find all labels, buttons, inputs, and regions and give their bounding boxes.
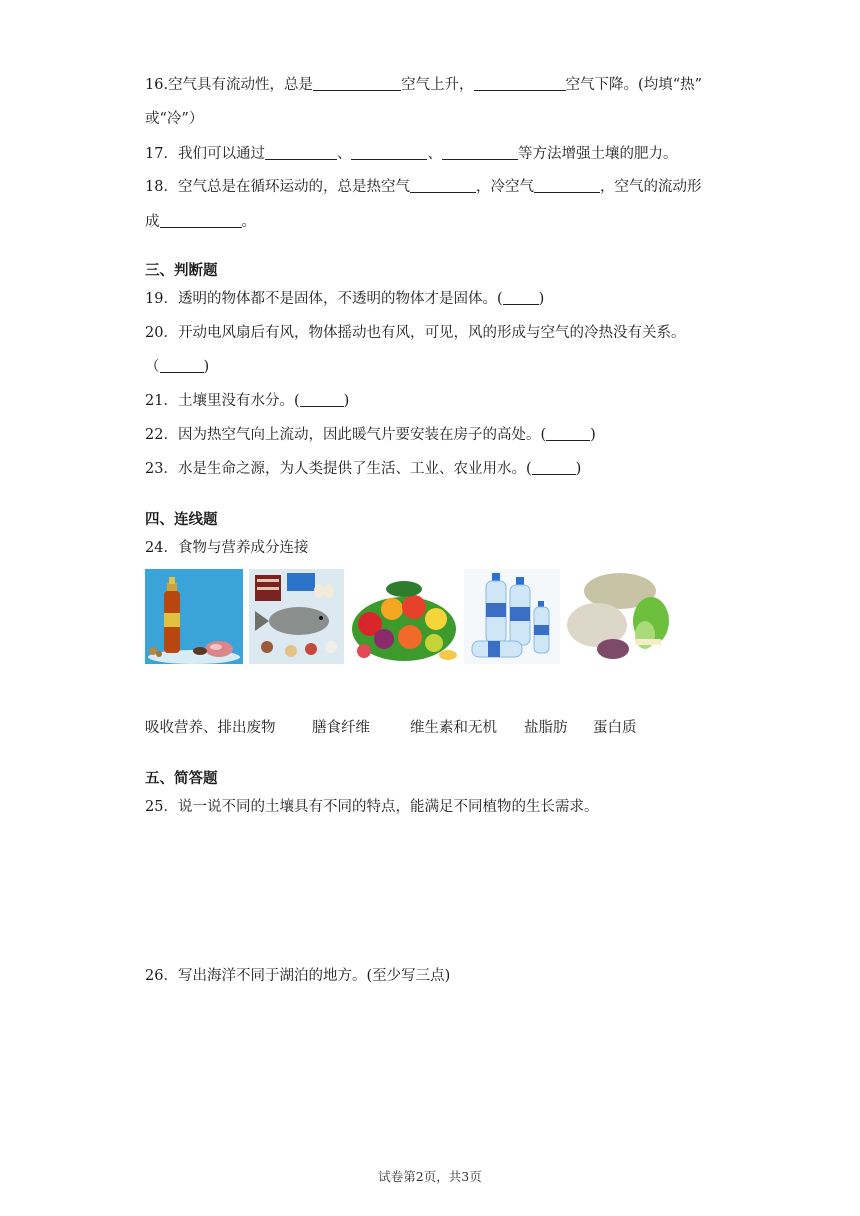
question-25: [145, 795, 598, 816]
question-18: [145, 175, 701, 196]
grains-fiber-illustration: [565, 569, 675, 664]
question-23: [145, 457, 581, 478]
q17-text-a: 我们可以通过: [177, 146, 265, 162]
q18-number: 18．: [145, 179, 178, 195]
q20-number: 20．: [145, 325, 178, 341]
image-fats-oils[interactable]: [145, 569, 243, 664]
q23-text: 水是生命之源，为人类提供了生活、工业、农业用水。(: [177, 461, 532, 477]
q16-continuation: 或“冷”）: [145, 111, 204, 127]
q18-cont-text: 成: [145, 214, 160, 230]
question-21: [145, 389, 349, 410]
option-salt-fat[interactable]: 盐脂肪: [524, 720, 568, 736]
q16-number: 16.: [145, 77, 169, 93]
q17-number: 17．: [145, 146, 178, 162]
q18-end: 。: [241, 214, 256, 230]
q21-close: ): [343, 393, 350, 409]
q16-text-a: 空气具有流动性，总是: [168, 77, 314, 93]
q18-blank-1[interactable]: [410, 178, 476, 193]
image-protein[interactable]: [249, 569, 344, 664]
q26-text: 写出海洋不同于湖泊的地方。(至少写三点): [177, 968, 451, 984]
q22-text: 因为热空气向上流动，因此暖气片要安装在房子的高处。(: [177, 427, 547, 443]
q22-close: ): [590, 427, 596, 443]
option-dietary-fiber[interactable]: 膳食纤维: [312, 720, 370, 736]
q17-blank-2[interactable]: [351, 145, 427, 160]
q18-continuation: [145, 210, 256, 231]
q20-close: ): [203, 359, 210, 375]
q17-sep-2: 、: [427, 146, 442, 162]
q17-text-b: 等方法增强土壤的肥力。: [517, 146, 678, 162]
q26-number: 26．: [145, 968, 178, 984]
q25-text: 说一说不同的土壤具有不同的特点，能满足不同植物的生长需求。: [177, 799, 599, 815]
section-3-heading: 三、判断题: [145, 262, 218, 279]
option-absorb-excrete[interactable]: 吸收营养、排出废物: [145, 720, 276, 736]
image-vitamins[interactable]: [350, 569, 458, 664]
question-26: [145, 964, 450, 985]
q17-blank-1[interactable]: [265, 145, 337, 160]
q23-answer-blank[interactable]: [532, 460, 576, 475]
question-19: [145, 287, 544, 308]
q24-text: 食物与营养成分连接: [177, 540, 309, 556]
question-24: [145, 536, 308, 557]
q25-number: 25．: [145, 799, 178, 815]
q18-text-c: ，空气的流动形: [599, 179, 702, 195]
q19-number: 19．: [145, 291, 178, 307]
q20-answer-line: [145, 355, 209, 376]
protein-illustration: [249, 569, 344, 664]
q20-answer-blank[interactable]: [160, 358, 204, 373]
section-4-heading: 四、连线题: [145, 511, 218, 528]
image-water[interactable]: [464, 569, 560, 664]
q17-blank-3[interactable]: [442, 145, 518, 160]
q19-answer-blank[interactable]: [503, 290, 539, 305]
question-22: [145, 423, 596, 444]
question-16: [145, 73, 702, 94]
option-vitamins-minerals[interactable]: 维生素和无机: [410, 720, 497, 736]
q20-open: （: [145, 359, 160, 375]
image-fiber[interactable]: [565, 569, 675, 664]
q18-blank-2[interactable]: [534, 178, 600, 193]
fruits-vegetables-illustration: [350, 569, 458, 664]
q19-close: ): [538, 291, 545, 307]
q16-blank-2[interactable]: [474, 76, 566, 91]
q23-close: ): [575, 461, 582, 477]
section-5-heading: 五、简答题: [145, 770, 218, 787]
option-protein[interactable]: 蛋白质: [593, 720, 637, 736]
q21-text: 土壤里没有水分。(: [177, 393, 300, 409]
q22-number: 22．: [145, 427, 178, 443]
q18-text-b: ，冷空气: [475, 179, 534, 195]
q17-sep-1: 、: [336, 146, 352, 162]
q23-number: 23．: [145, 461, 178, 477]
page-footer: 试卷第2页，共3页: [378, 1169, 482, 1184]
q18-text-a: 空气总是在循环运动的，总是热空气: [177, 179, 410, 195]
question-20: [145, 321, 685, 342]
q21-number: 21．: [145, 393, 178, 409]
question-17: [145, 142, 677, 163]
q19-text: 透明的物体都不是固体，不透明的物体才是固体。(: [177, 291, 503, 307]
water-bottles-illustration: [464, 569, 560, 664]
q26-answer-area[interactable]: [145, 992, 715, 1142]
q16-blank-1[interactable]: [313, 76, 401, 91]
q22-answer-blank[interactable]: [546, 426, 590, 441]
q21-answer-blank[interactable]: [300, 392, 344, 407]
q20-text: 开动电风扇后有风，物体摇动也有风，可见，风的形成与空气的冷热没有关系。: [177, 325, 686, 341]
q18-blank-3[interactable]: [160, 213, 242, 228]
fats-oils-illustration: [145, 569, 243, 664]
q25-answer-area[interactable]: [145, 822, 715, 952]
q24-number: 24．: [145, 540, 178, 556]
q16-text-b: 空气上升，: [401, 77, 474, 93]
q16-text-c: 空气下降。(均填“热”: [565, 77, 703, 93]
